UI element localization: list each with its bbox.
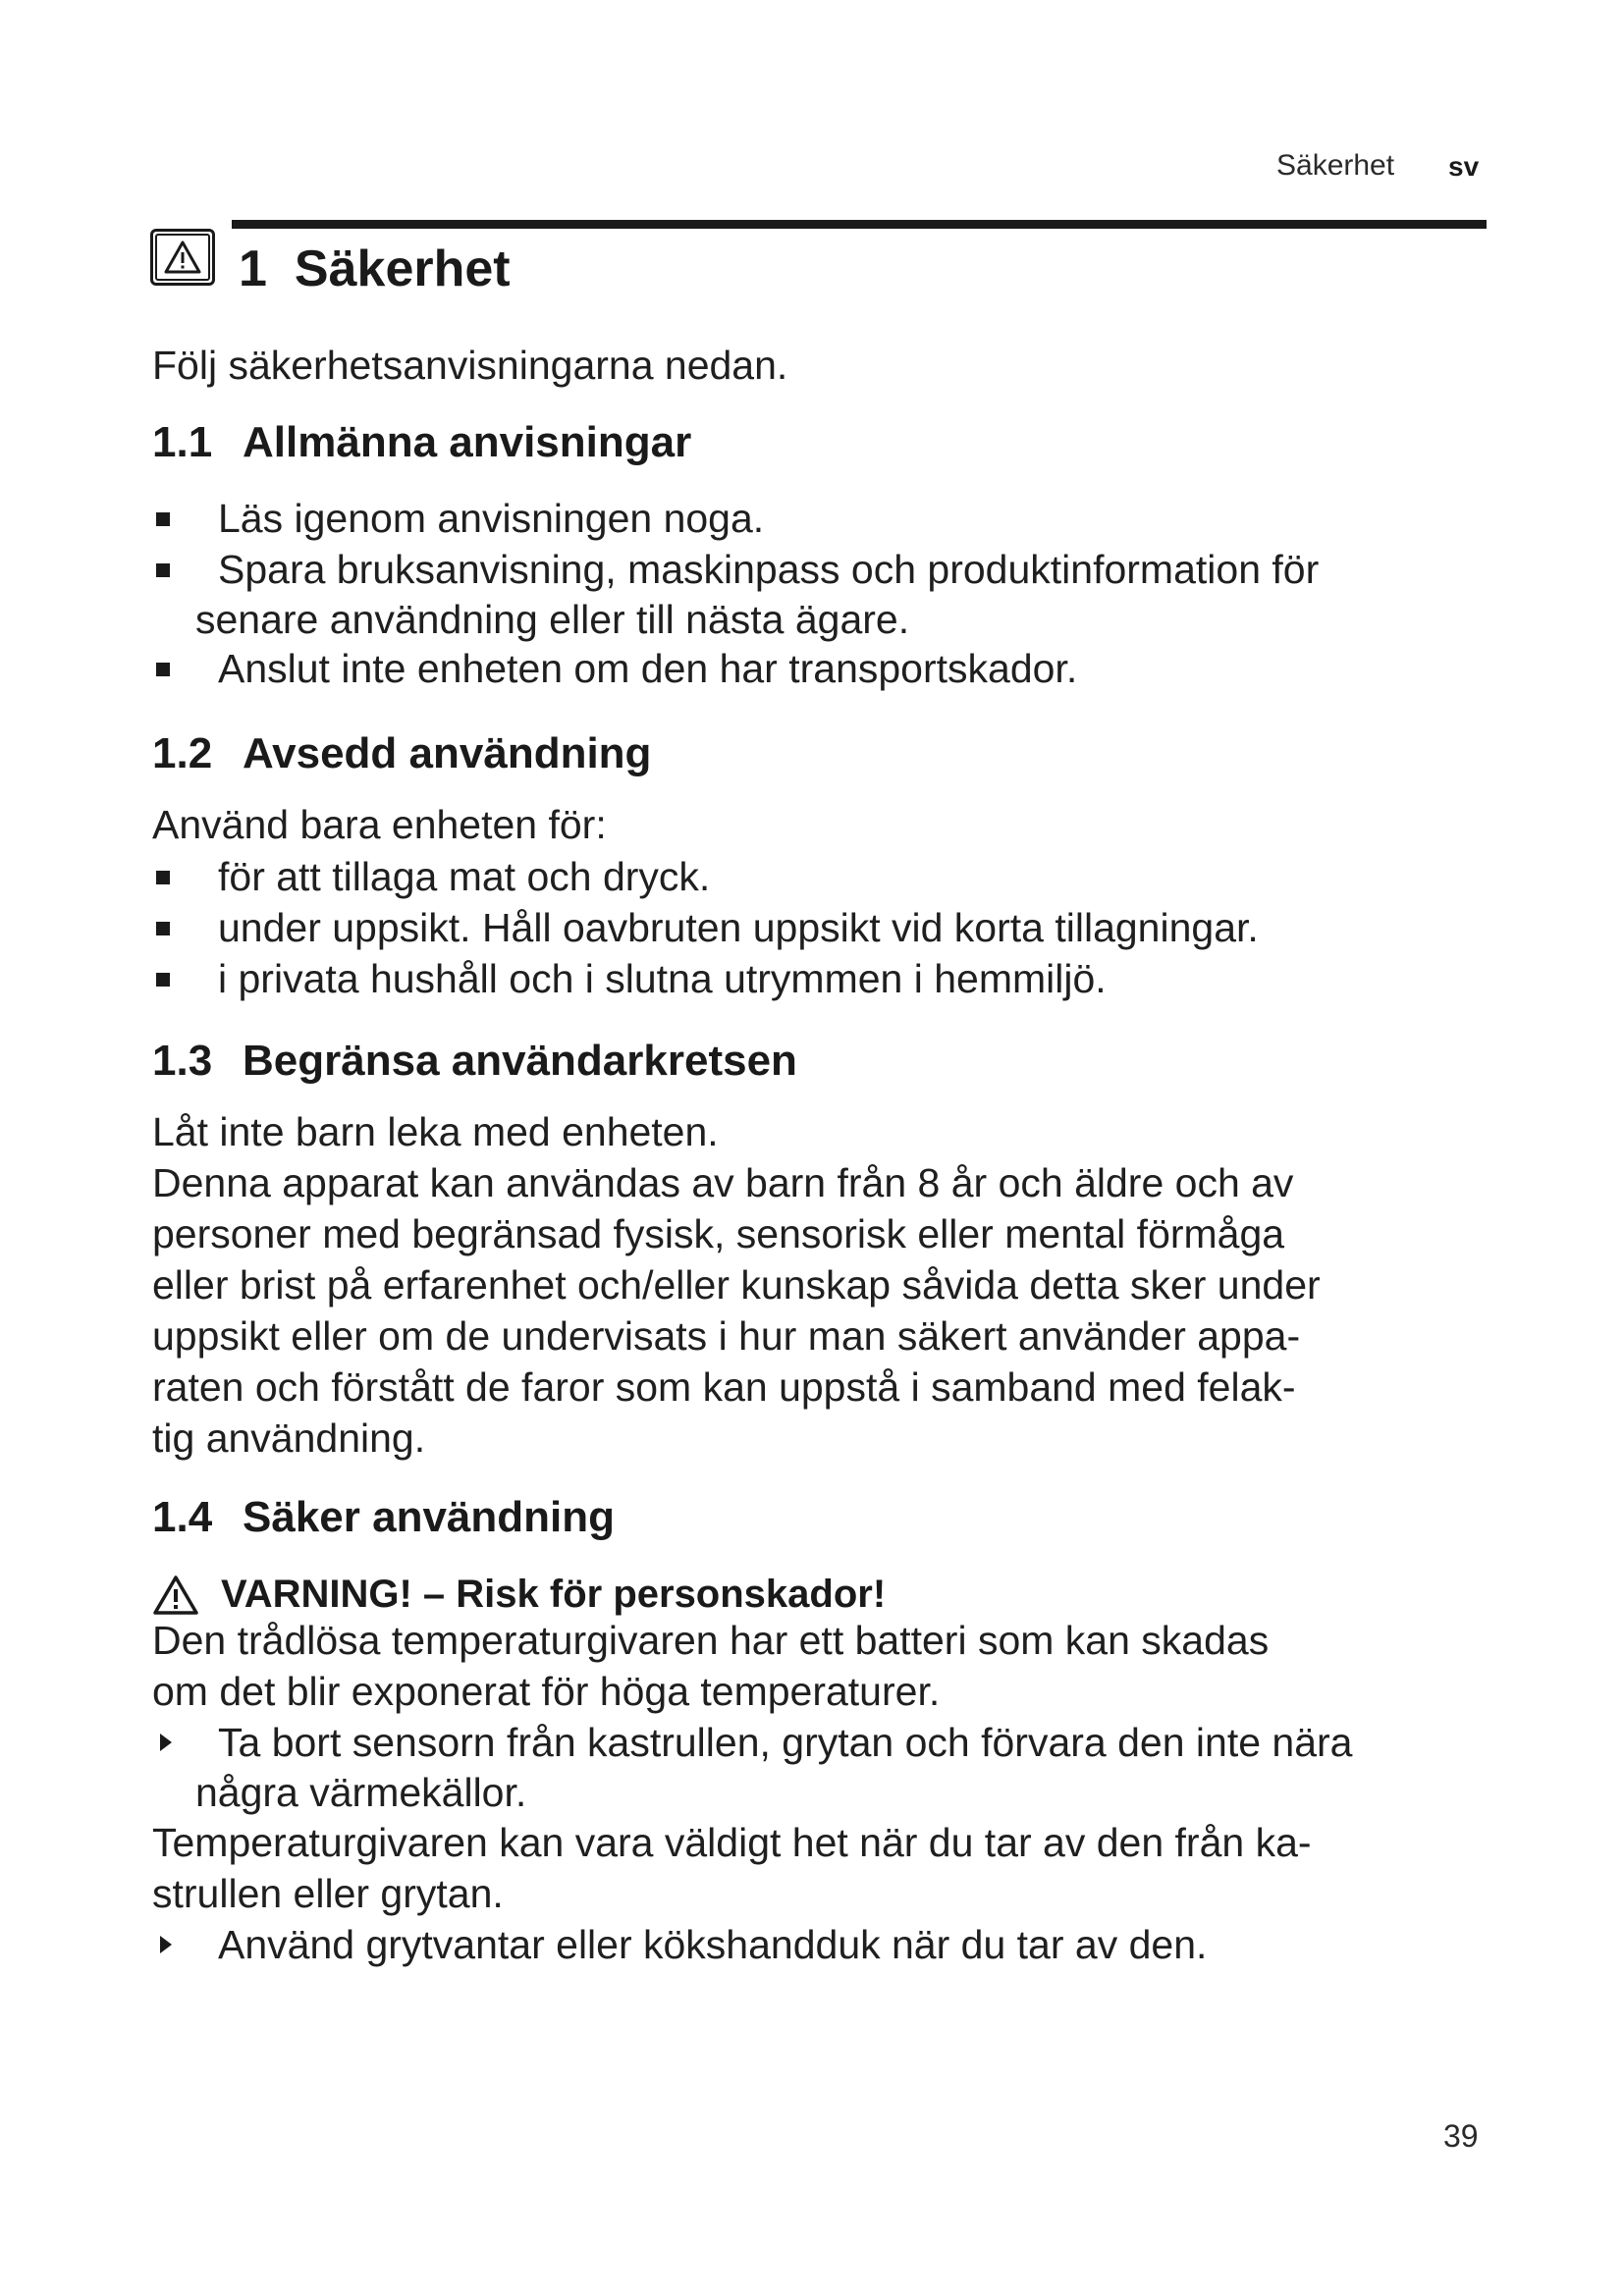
page-number: 39 (1443, 2118, 1479, 2154)
list-item: Anslut inte enheten om den har transportskador. (152, 644, 1077, 694)
list-item: Läs igenom anvisningen noga. (152, 494, 764, 544)
arrow-icon (160, 1734, 172, 1751)
paragraph-line: tig användning. (152, 1415, 426, 1461)
bullet-icon (156, 973, 170, 987)
list-item: i privata hushåll och i slutna utrymmen i hemmiljö. (152, 954, 1107, 1004)
paragraph-line: personer med begränsad fysisk, sensorisk eller mental förmåga (152, 1211, 1285, 1256)
chapter-heading: 1 Säkerhet (239, 240, 511, 297)
bullet-icon (156, 663, 170, 676)
paragraph-line: raten och förstått de faror som kan uppstå i samband med felak- (152, 1364, 1296, 1410)
warning-text-line: om det blir exponerat för höga temperaturer. (152, 1669, 941, 1714)
bullet-icon (156, 871, 170, 884)
list-item: för att tillaga mat och dryck. (152, 852, 710, 902)
section-heading-1-3: 1.3 Begränsa användarkretsen (152, 1037, 797, 1085)
warning-icon (150, 229, 215, 286)
arrow-icon (160, 1936, 172, 1953)
bullet-icon (156, 512, 170, 526)
warning-text-line: Temperaturgivaren kan vara väldigt het när du tar av den från ka- (152, 1820, 1312, 1865)
section-heading-1-4: 1.4 Säker användning (152, 1493, 616, 1541)
warning-heading: VARNING! – Risk för personskador! (152, 1573, 886, 1617)
chapter-rule (232, 220, 1487, 229)
instruction-item: Ta bort sensorn från kastrullen, grytan och förvara den inte nära några värmekällor. (152, 1718, 1352, 1818)
paragraph-line: Denna apparat kan användas av barn från 8 år och äldre och av (152, 1160, 1294, 1205)
warning-text-line: Den trådlösa temperaturgivaren har ett batteri som kan skadas (152, 1618, 1270, 1663)
paragraph-line: uppsikt eller om de undervisats i hur man säkert använder appa- (152, 1313, 1301, 1359)
section-heading-1-2: 1.2 Avsedd användning (152, 729, 652, 777)
section-lead: Använd bara enheten för: (152, 802, 607, 847)
instruction-item: Använd grytvantar eller kökshandduk när du tar av den. (152, 1920, 1207, 1970)
running-header-language: sv (1448, 151, 1480, 182)
warning-triangle-icon (152, 1575, 199, 1616)
paragraph-line: eller brist på erfarenhet och/eller kunskap såvida detta sker under (152, 1262, 1321, 1308)
running-header-title: Säkerhet (1276, 149, 1395, 182)
bullet-icon (156, 922, 170, 935)
intro-text: Följ säkerhetsanvisningarna nedan. (152, 343, 788, 388)
list-item: Spara bruksanvisning, maskinpass och produktinformation för senare användning eller till nästa ägare. (152, 545, 1319, 645)
list-item: under uppsikt. Håll oavbruten uppsikt vid korta tillagningar. (152, 903, 1259, 953)
section-heading-1-1: 1.1 Allmänna anvisningar (152, 418, 692, 466)
warning-text-line: strullen eller grytan. (152, 1871, 504, 1916)
paragraph: Låt inte barn leka med enheten. (152, 1109, 719, 1154)
bullet-icon (156, 563, 170, 577)
